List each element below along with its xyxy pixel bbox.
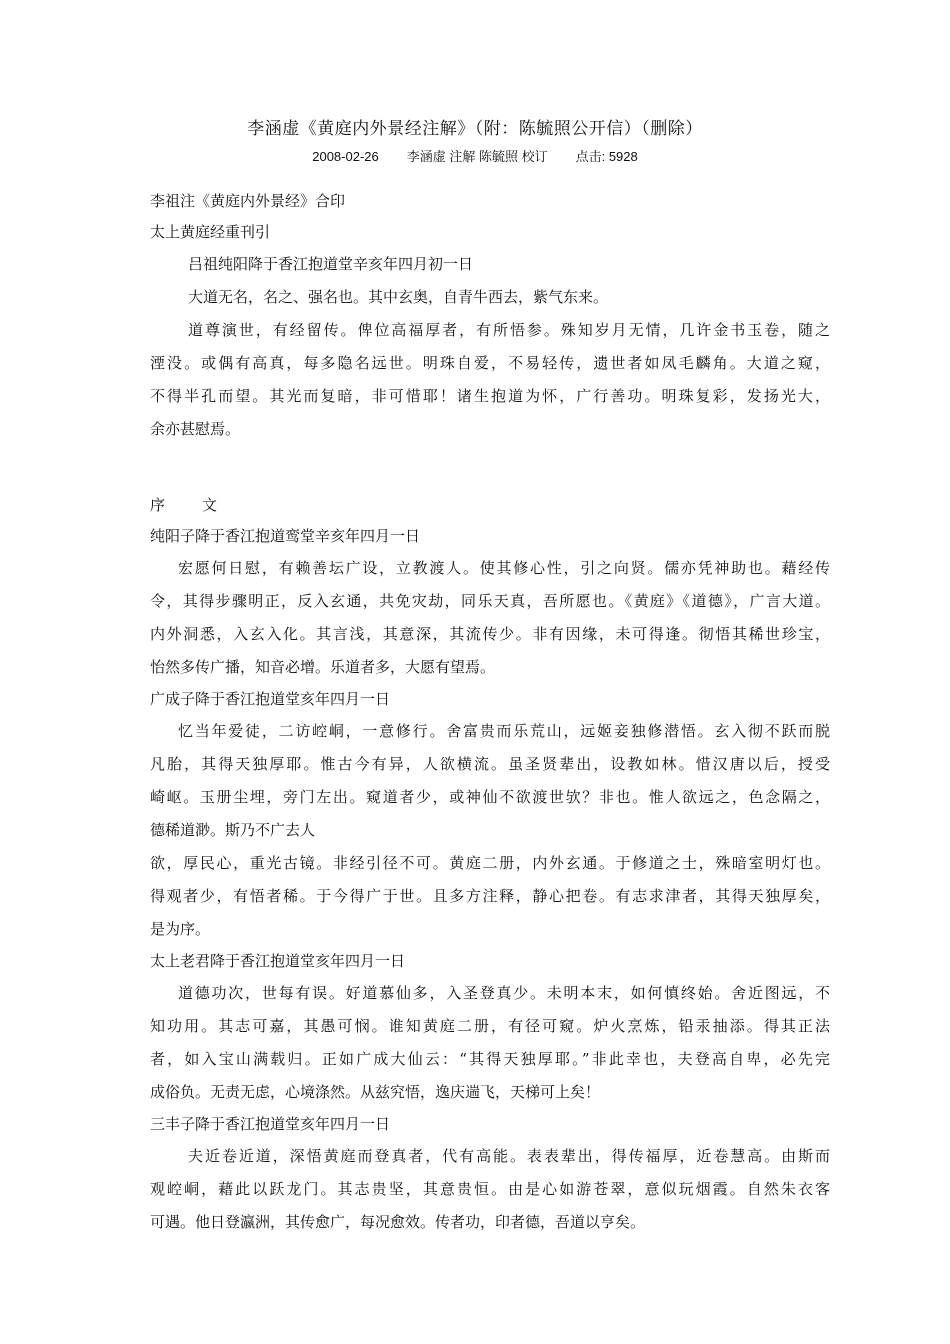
paragraph-line: 可遇。他日登瀛洲，其传愈广，每况愈效。传者功，印者德，吾道以亨矣。 — [150, 1213, 646, 1231]
paragraph-line: 道尊演世，有经留传。俾位高福厚者，有所悟参。殊知岁月无情，几许金书玉卷，随之 — [188, 321, 830, 339]
paragraph-line: 宏愿何日慰，有赖善坛广设，立教渡人。使其修心性，引之向贤。儒亦凭神助也。藉经传 — [178, 559, 830, 577]
post-authors: 李涵虚 注解 陈毓照 校订 — [406, 149, 548, 164]
paragraph-line: 余亦甚慰焉。 — [150, 420, 241, 438]
preface-source: 太上老君降于香江抱道堂亥年四月一日 — [150, 952, 406, 970]
subheading: 吕祖纯阳降于香江抱道堂辛亥年四月初一日 — [188, 255, 474, 273]
preface-source: 纯阳子降于香江抱道鸾堂辛亥年四月一日 — [150, 527, 421, 545]
post-date: 2008-02-26 — [312, 149, 379, 164]
paragraph-line: 不得半孔而望。其光而复暗，非可惜耶！诸生抱道为怀，广行善功。明珠复彩，发扬光大， — [150, 387, 830, 405]
paragraph-line: 者，如入宝山满载归。正如广成大仙云：“其得天独厚耶。”非此幸也，夫登高自卑，必先完 — [150, 1050, 830, 1068]
document-body — [150, 186, 830, 1239]
preface-heading-char: 文 — [202, 496, 218, 514]
preface-heading-char: 序 — [150, 496, 166, 514]
paragraph-line: 崎岖。玉册尘埋，旁门左出。窥道者少，或神仙不欲渡世欤？非也。惟人欲远之，色念隔之， — [150, 788, 830, 806]
paragraph-line: 是为序。 — [150, 920, 211, 938]
document-meta — [0, 146, 950, 165]
paragraph-line: 成俗负。无责无虑，心境涤然。从兹究悟，逸庆遄飞，天梯可上矣！ — [150, 1083, 601, 1101]
paragraph-line: 欲，厚民心，重光古镜。非经引径不可。黄庭二册，内外玄通。于修道之士，殊暗室明灯也。 — [150, 854, 830, 872]
paragraph-line: 湮没。或偶有高真，每多隐名远世。明珠自爱，不易轻传，遗世者如凤毛麟角。大道之窥， — [150, 354, 830, 372]
section-heading: 太上黄庭经重刊引 — [150, 223, 271, 241]
paragraph-line: 道德功次，世每有误。好道慕仙多，入圣登真少。未明本末，如何慎终始。舍近图远，不 — [178, 984, 830, 1002]
click-count — [576, 149, 638, 164]
preface-source: 三丰子降于香江抱道堂亥年四月一日 — [150, 1115, 391, 1133]
click-count-label: 点击: — [575, 149, 606, 164]
paragraph-line: 大道无名，名之、强名也。其中玄奥，自青牛西去，紫气东来。 — [188, 288, 609, 306]
paragraph-line: 凡胎，其得天独厚耶。惟古今有异，人欲横流。虽圣贤辈出，设教如林。惜汉唐以后，授受 — [150, 755, 830, 773]
click-count-value: 5928 — [608, 149, 638, 164]
paragraph-line: 观崆峒，藉此以跃龙门。其志贵坚，其意贵恒。由是心如游苍翠，意似玩烟霞。自然朱衣客 — [150, 1180, 830, 1198]
paragraph-line: 忆当年爱徒，二访崆峒，一意修行。舍富贵而乐荒山，远姬妾独修潜悟。玄入彻不跃而脱 — [178, 722, 830, 740]
spacer — [150, 446, 830, 490]
paragraph-line: 怡然多传广播，知音必增。乐道者多，大愿有望焉。 — [150, 658, 496, 676]
preface-heading — [150, 490, 830, 521]
paragraph-line: 内外洞悉，入玄入化。其言浅，其意深，其流传少。非有因缘，未可得逢。彻悟其稀世珍宝， — [150, 625, 830, 643]
paragraph-line: 令，其得步骤明正，反入玄通，共免灾劫，同乐天真，吾所愿也。《黄庭》《道德》，广言大道。 — [150, 592, 830, 610]
paragraph-line: 得观者少，有悟者稀。于今得广于世。且多方注释，静心把卷。有志求津者，其得天独厚矣， — [150, 887, 830, 905]
document-title: 李涵虚《黄庭内外景经注解》（附：陈毓照公开信）（删除） — [247, 119, 703, 139]
paragraph-line: 德稀道渺。斯乃不广去人 — [150, 821, 316, 839]
preface-source: 广成子降于香江抱道堂亥年四月一日 — [150, 690, 391, 708]
paragraph-line: 夫近卷近道，深悟黄庭而登真者，代有高能。表表辈出，得传福厚，近卷慧高。由斯而 — [188, 1147, 830, 1165]
section-heading: 李祖注《黄庭内外景经》合印 — [150, 192, 346, 210]
paragraph-line: 知功用。其志可嘉，其愚可悯。谁知黄庭二册，有径可窥。炉火烹炼，铅汞抽添。得其正法 — [150, 1017, 830, 1035]
